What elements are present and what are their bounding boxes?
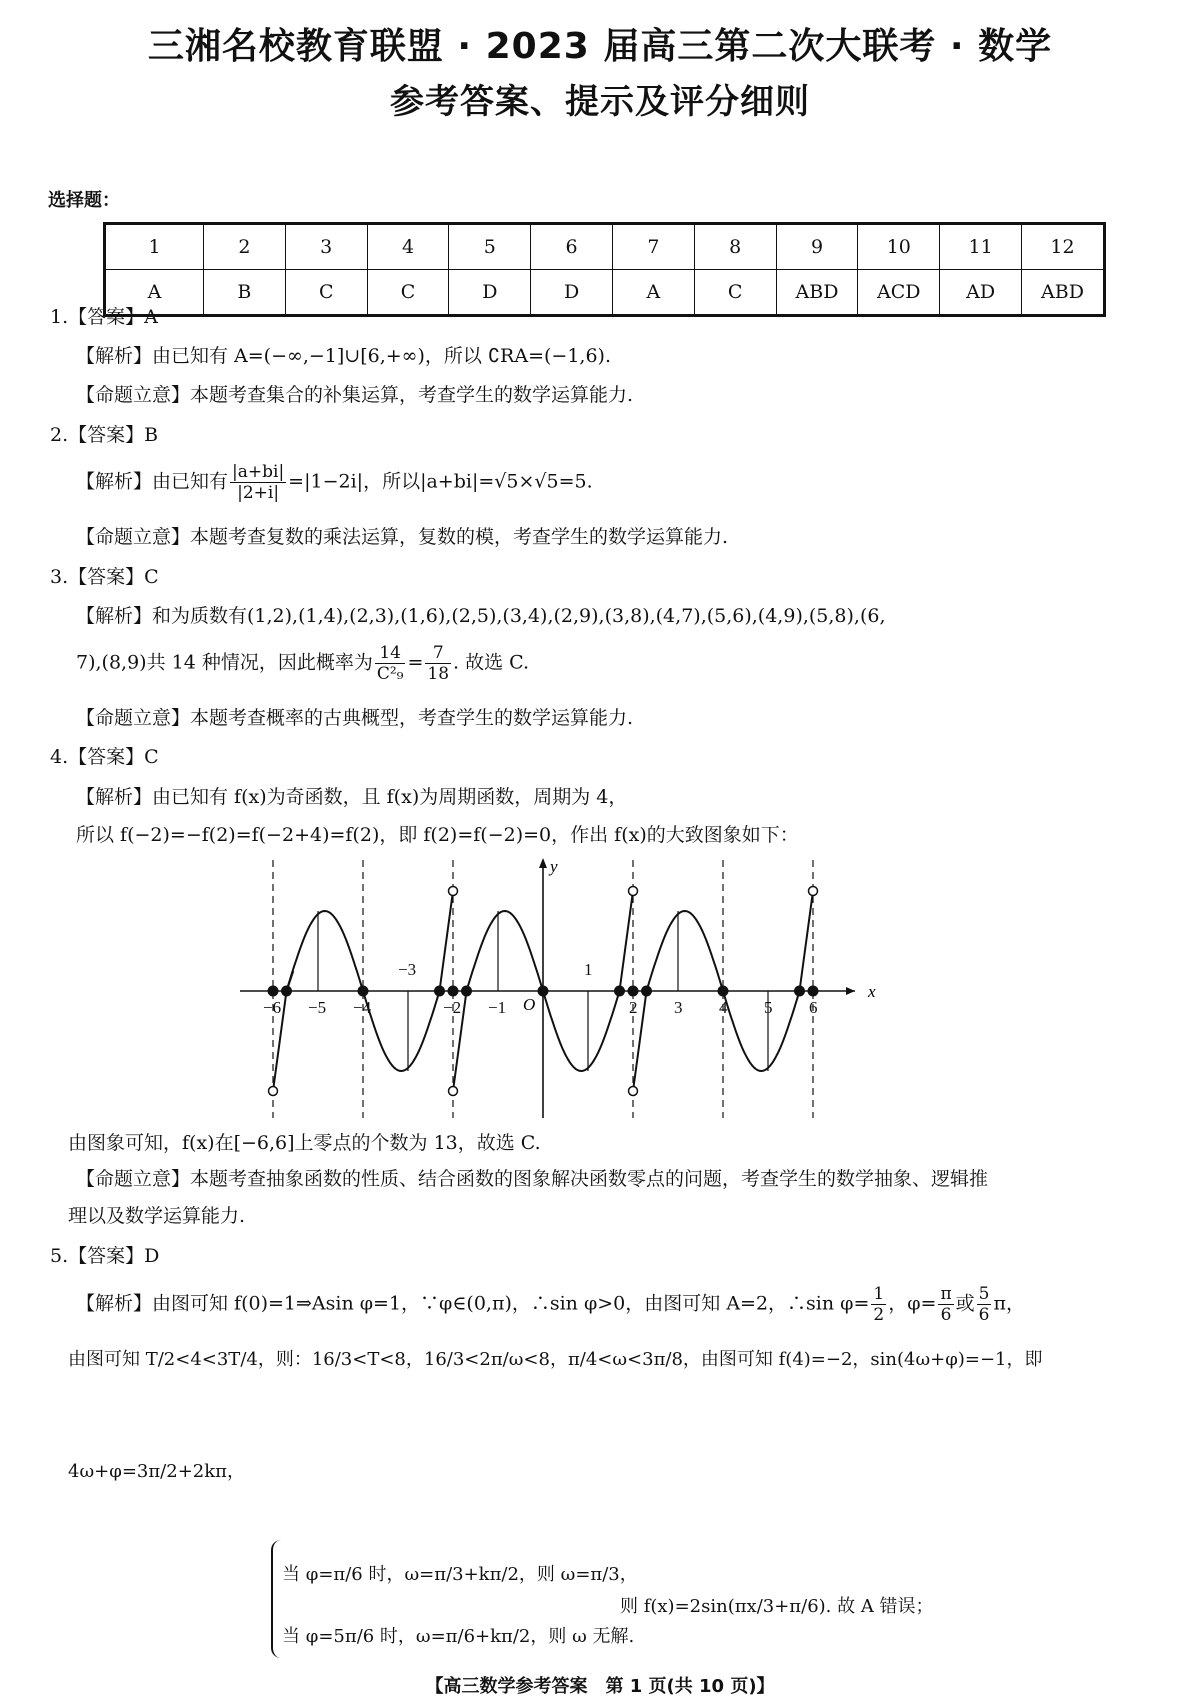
- q5-l1-f2-den: 6: [940, 1305, 952, 1325]
- q5-line3-right: 则 f(x)=2sin(πx/3+π/6). 故 A 错误；: [620, 1596, 934, 1617]
- q3-intent: 【命题立意】本题考查概率的古典概型，考查学生的数学运算能力.: [76, 707, 634, 729]
- q2-frac-den: |2+i|: [237, 483, 280, 503]
- function-curve-segment: [440, 891, 454, 991]
- question-number-cell: 12: [1021, 224, 1104, 270]
- zero-point: [538, 986, 549, 997]
- q1-analysis: 【解析】由已知有 A=(−∞,−1]∪[6,+∞)，所以 ∁RA=(−1,6).: [76, 345, 611, 367]
- question-number-cell: 2: [204, 224, 286, 270]
- tick-label: −5: [308, 998, 327, 1017]
- tick-label: 5: [764, 998, 773, 1017]
- q5-analysis-line2: 由图可知 T/2<4<3T/4，则：16/3<T<8，16/3<2π/ω<8，π/4<ω<3π/8，由图可知 f(4)=−2，sin(4ω+φ)=−1，即: [68, 1349, 1043, 1370]
- zero-point: [448, 986, 459, 997]
- q4-function-graph: [230, 848, 880, 1128]
- function-curve-arc: [723, 991, 800, 1071]
- q2-answer: 2.【答案】B: [50, 424, 159, 446]
- q5-analysis-line1: [76, 1284, 1025, 1325]
- q3-l2-suffix: . 故选 C.: [453, 651, 530, 674]
- q3-analysis-line1: 【解析】和为质数有(1,2),(1,4),(2,3),(1,6),(2,5),(3,4),(2,9),(3,8),(4,7),(5,6),(4,9),(5,8),(6,: [76, 605, 886, 627]
- zero-point: [628, 986, 639, 997]
- tick-label: −4: [353, 998, 372, 1017]
- q4-conclusion: 由图象可知，f(x)在[−6,6]上零点的个数为 13，故选 C.: [68, 1132, 541, 1154]
- tick-label: 4: [719, 998, 728, 1017]
- answer-cell: C: [694, 270, 776, 316]
- q2-analysis: [76, 462, 593, 503]
- y-axis-arrow: [539, 858, 547, 868]
- answer-cell: AD: [940, 270, 1022, 316]
- q2-analysis-suffix: =|1−2i|，所以|a+bi|=√5×√5=5.: [288, 470, 593, 493]
- q5-l1-f1-num: 1: [873, 1284, 885, 1304]
- open-endpoint: [809, 887, 818, 896]
- q5-l1-text: 【解析】由图可知 f(0)=1⇒Asin φ=1，∵φ∈(0,π)，∴sin φ>0，由图可知 A=2，∴sin φ=: [76, 1292, 870, 1315]
- tick-label: 2: [629, 998, 638, 1017]
- q4-answer: 4.【答案】C: [50, 746, 159, 768]
- question-number-cell: 6: [531, 224, 613, 270]
- function-curve-arc: [543, 991, 620, 1071]
- q5-l1-frac3: [977, 1284, 992, 1325]
- function-curve-arc: [647, 911, 724, 991]
- q5-l1-f1-den: 2: [873, 1305, 885, 1325]
- open-endpoint: [269, 1087, 278, 1096]
- q1-answer: 1.【答案】A: [50, 306, 158, 328]
- zero-point: [718, 986, 729, 997]
- q5-l1-mid: ，φ=: [888, 1292, 937, 1315]
- page-subtitle: 参考答案、提示及评分细则: [390, 82, 810, 122]
- q5-case1: 当 φ=π/6 时，ω=π/3+kπ/2，则 ω=π/3，: [282, 1564, 638, 1585]
- open-endpoint: [449, 1087, 458, 1096]
- answer-cell: D: [531, 270, 613, 316]
- tick-label: −3: [398, 960, 417, 979]
- zero-point: [358, 986, 369, 997]
- q5-l1-frac1: [871, 1284, 886, 1325]
- function-curve-segment: [620, 891, 634, 991]
- question-number-cell: 10: [858, 224, 940, 270]
- question-number-cell: 9: [776, 224, 858, 270]
- question-number-cell: 11: [940, 224, 1022, 270]
- answer-cell: C: [367, 270, 449, 316]
- q5-l1-f3-den: 6: [978, 1305, 990, 1325]
- answer-cell: D: [449, 270, 531, 316]
- answer-cell: ABD: [776, 270, 858, 316]
- page-footer: 【高三数学参考答案 第 1 页(共 10 页)】: [425, 1676, 775, 1697]
- zero-point: [614, 986, 625, 997]
- q2-analysis-prefix: 【解析】由已知有: [76, 470, 229, 493]
- q2-frac-num: |a+bi|: [232, 462, 285, 482]
- q2-intent: 【命题立意】本题考查复数的乘法运算，复数的模，考查学生的数学运算能力.: [76, 526, 729, 548]
- zero-point: [268, 986, 279, 997]
- function-curve-arc: [287, 911, 364, 991]
- answer-table-answer-row: [105, 270, 1105, 316]
- zero-point: [794, 986, 805, 997]
- answer-table-number-row: [105, 224, 1105, 270]
- q5-l1-or: 或: [955, 1292, 975, 1315]
- q3-analysis-line2: 7),(8,9)共 14 种情况，因此概率为 $\frac{14}{\text{C²₉}}$ = $\frac{7}{18}$ . 故选 C.: [76, 643, 530, 684]
- answer-table: [103, 222, 1106, 317]
- x-axis-label: x: [868, 982, 876, 1001]
- q3-f2-num: 7: [425, 643, 451, 664]
- page-title: 三湘名校教育联盟 · 2023 届高三第二次大联考 · 数学: [147, 26, 1053, 67]
- answer-cell: B: [204, 270, 286, 316]
- answer-cell: A: [613, 270, 695, 316]
- question-number-cell: 8: [694, 224, 776, 270]
- q1-intent: 【命题立意】本题考查集合的补集运算，考查学生的数学运算能力.: [76, 384, 634, 406]
- answer-cell: ACD: [858, 270, 940, 316]
- q5-l1-frac2: [938, 1284, 953, 1325]
- q5-answer: 5.【答案】D: [50, 1245, 160, 1267]
- question-number-cell: 3: [285, 224, 367, 270]
- q3-answer: 3.【答案】C: [50, 566, 159, 588]
- q4-analysis-line2: 所以 f(−2)=−f(2)=f(−2+4)=f(2)，即 f(2)=f(−2)=0，作出 f(x)的大致图象如下：: [76, 824, 799, 846]
- question-number-cell: 7: [613, 224, 695, 270]
- q5-line3-left: 4ω+φ=3π/2+2kπ，: [68, 1461, 245, 1482]
- answer-cell: A: [105, 270, 204, 316]
- zero-point: [461, 986, 472, 997]
- function-curve-arc: [363, 991, 440, 1071]
- q3-f2-den: 18: [427, 664, 450, 684]
- q5-l1-end: π，: [993, 1292, 1025, 1315]
- q5-l1-f3-num: 5: [978, 1284, 990, 1304]
- q4-intent-line2: 理以及数学运算能力.: [68, 1205, 246, 1227]
- zero-point: [281, 986, 292, 997]
- answer-cell: C: [285, 270, 367, 316]
- q5-l1-f2-num: π: [940, 1284, 952, 1304]
- origin-label: O: [523, 995, 536, 1014]
- tick-label: −6: [263, 998, 282, 1017]
- function-curve-segment: [800, 891, 814, 991]
- q4-analysis-line1: 【解析】由已知有 f(x)为奇函数，且 f(x)为周期函数，周期为 4，: [76, 786, 628, 808]
- q4-intent-line1: 【命题立意】本题考查抽象函数的性质、结合函数的图象解决函数零点的问题，考查学生的数学抽象、逻辑推: [76, 1168, 989, 1190]
- x-axis-arrow: [846, 987, 855, 995]
- tick-label: 1: [584, 960, 593, 979]
- y-axis-label: y: [550, 857, 558, 876]
- zero-point: [641, 986, 652, 997]
- question-number-cell: 4: [367, 224, 449, 270]
- answer-cell: ABD: [1021, 270, 1104, 316]
- zero-point: [808, 986, 819, 997]
- open-endpoint: [629, 887, 638, 896]
- q3-fraction-2: [425, 643, 451, 684]
- q2-fraction: [230, 462, 286, 503]
- open-endpoint: [629, 1087, 638, 1096]
- function-curve-arc: [467, 911, 544, 991]
- q5-case2: 当 φ=5π/6 时，ω=π/6+kπ/2，则 ω 无解.: [282, 1626, 635, 1647]
- q3-f1-num: 14: [375, 643, 406, 664]
- zero-point: [434, 986, 445, 997]
- q3-f1-den: C²₉: [376, 664, 404, 684]
- question-number-cell: 1: [105, 224, 204, 270]
- open-endpoint: [449, 887, 458, 896]
- tick-label: −2: [443, 998, 462, 1017]
- tick-label: 3: [674, 998, 683, 1017]
- question-number-cell: 5: [449, 224, 531, 270]
- q3-fraction-1: [375, 643, 406, 684]
- tick-label: −1: [488, 998, 507, 1017]
- q3-l2-prefix: 7),(8,9)共 14 种情况，因此概率为: [76, 651, 373, 674]
- tick-label: 6: [809, 998, 818, 1017]
- section-label: 选择题：: [48, 190, 120, 211]
